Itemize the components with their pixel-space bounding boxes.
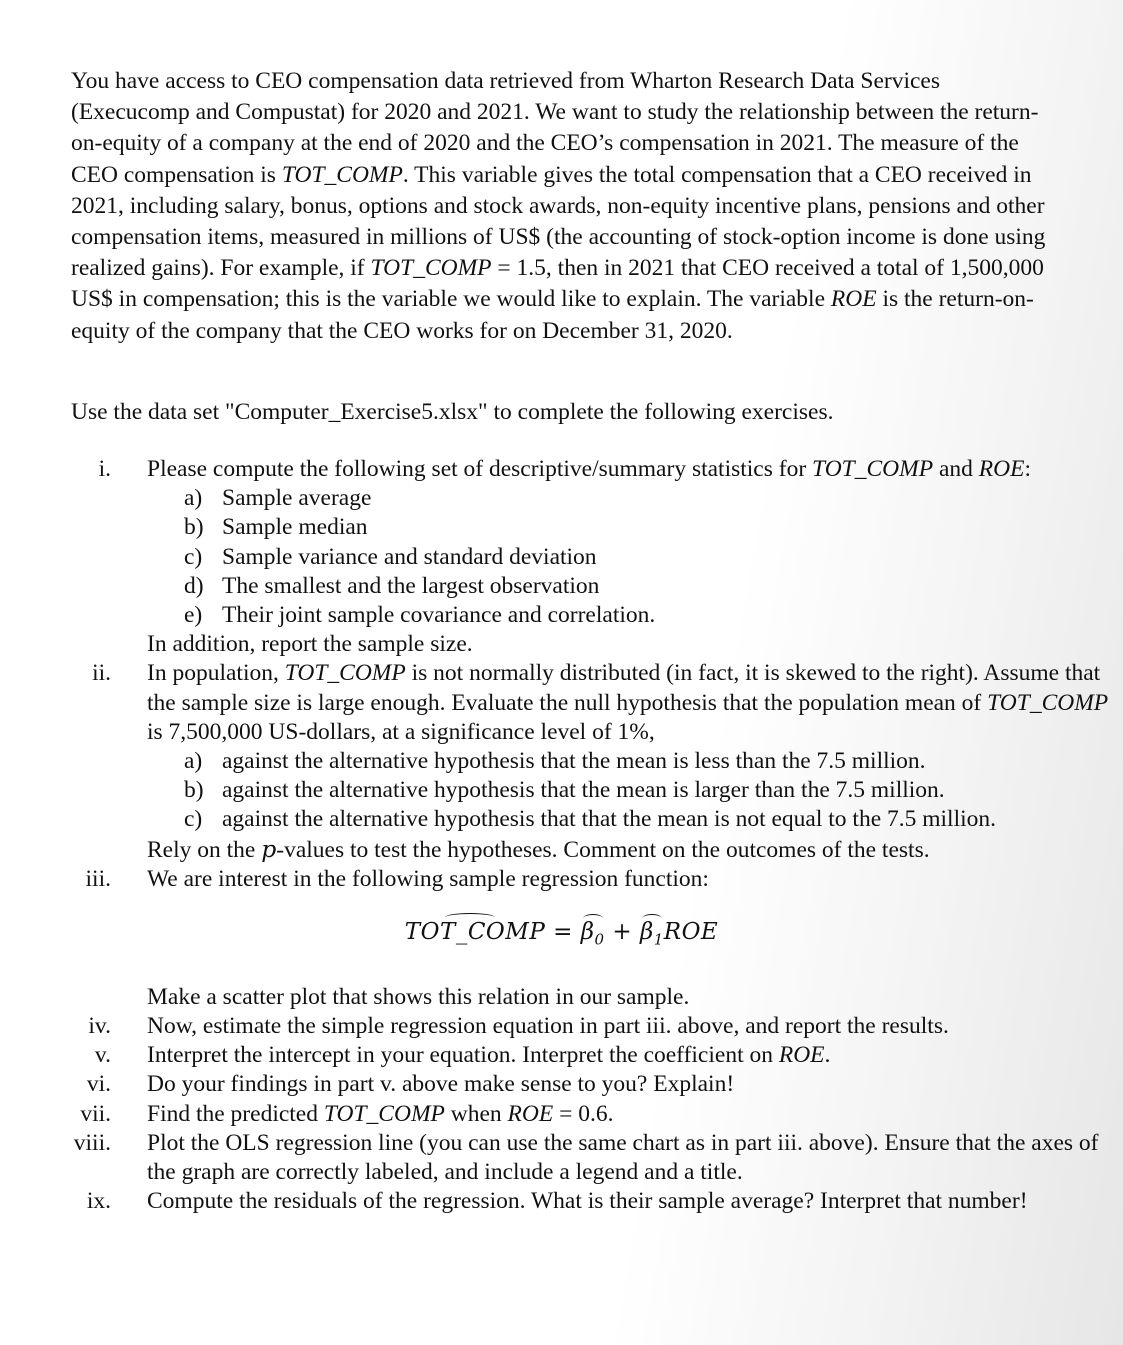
regression-equation [0, 918, 1123, 955]
item-text: Now, estimate the simple regression equation in part iii. above, and report the results. [147, 1013, 949, 1040]
sub-text: The smallest and the largest observation [222, 572, 600, 599]
intro-paragraph [71, 66, 1061, 347]
eq-subscript: 1 [653, 930, 664, 949]
var-roe: ROE [507, 1100, 554, 1127]
item-text: We are interest in the following sample regression function: [147, 865, 709, 892]
item-text-after [147, 835, 1123, 865]
eq-roe: ROE [663, 919, 719, 946]
sub-item [0, 601, 1123, 630]
exercise-item-ix [0, 1187, 1123, 1216]
var-p: p [261, 834, 277, 863]
sub-letter: e) [184, 602, 203, 629]
item-text: Please compute the following set of descriptive/summary statistics for [147, 456, 813, 482]
item-number: vi. [86, 1071, 111, 1098]
eq-equals: = [545, 919, 581, 946]
sub-letter: b) [184, 514, 204, 541]
var-roe: ROE [978, 456, 1025, 482]
item-number: vii. [80, 1100, 111, 1127]
var-roe: ROE [778, 1042, 825, 1069]
exercise-list [0, 455, 1123, 1216]
sub-item [0, 747, 1123, 776]
var-totcomp: TOT_COMP [812, 456, 934, 482]
item-text: = 0.6. [553, 1100, 614, 1127]
sub-letter: d) [184, 572, 204, 599]
eq-beta-symbol: β [580, 919, 595, 946]
item-text: Find the predicted [147, 1100, 324, 1127]
item-text: : [1024, 456, 1031, 482]
item-number: iv. [88, 1013, 111, 1040]
item-number: viii. [73, 1129, 111, 1156]
item-text: Plot the OLS regression line (you can use the same chart as in part iii. above). Ensure that the axes of the graph are correctly labeled, and include a legend and a title. [147, 1129, 1099, 1186]
item-number: ix. [86, 1188, 111, 1215]
item-text: when [444, 1100, 508, 1127]
sub-text: against the alternative hypothesis that the mean is less than the 7.5 million. [222, 748, 926, 775]
sub-text: against the alternative hypothesis that the mean is larger than the 7.5 million. [222, 777, 945, 804]
exercise-item-vii [0, 1100, 1123, 1129]
item-text: Rely on the [147, 836, 262, 863]
item-text: -values to test the hypotheses. Comment on the outcomes of the tests. [276, 836, 930, 863]
var-totcomp: TOT_COMP [987, 689, 1109, 716]
sub-text: Sample variance and standard deviation [222, 543, 597, 570]
var-totcomp: TOT_COMP [281, 161, 403, 188]
eq-subscript: 0 [594, 930, 605, 949]
item-text: and [933, 456, 979, 482]
intro-text-3: = 1.5, then in 2021 that CEO received a total of 1,500,000 US$ in compensation; this is the variable we would like to explain. The variable [71, 255, 1044, 313]
exercise-item-viii [0, 1129, 1123, 1187]
exercise-item-ii [0, 659, 1123, 864]
sub-letter: c) [184, 543, 203, 570]
var-totcomp: TOT_COMP [370, 255, 492, 282]
exercise-item-v [0, 1041, 1123, 1070]
sub-item [0, 543, 1123, 572]
sub-item [0, 776, 1123, 805]
sub-text: Their joint sample covariance and correlation. [222, 602, 656, 629]
item-text: is not normally distributed (in fact, it is skewed to the right). Assume that the sample size is large enough. Evaluate the null hypothesis that the population mean of [147, 660, 1101, 716]
intro-text-2: . This variable gives the total compensation that a CEO received in 2021, including salary, bonus, options and stock awards, non-equity incentive plans, pensions and other compensation items, measured in millions of US$ (the accounting of stock-option income is done using realized gains). For example, if [71, 161, 1046, 282]
sub-text: Sample median [222, 514, 368, 541]
eq-beta0 [581, 918, 605, 955]
sub-item [0, 572, 1123, 601]
intro-text-4: is the return-on-equity of the company that the CEO works for on December 31, 2020. [71, 286, 1034, 344]
exercise-item-iv [0, 1012, 1123, 1041]
item-text: Do your findings in part v. above make sense to you? Explain! [147, 1071, 735, 1098]
sub-letter: c) [184, 806, 203, 833]
sub-item [0, 805, 1123, 834]
eq-lhs: TOT_COMP [405, 918, 546, 947]
item-text: Interpret the intercept in your equation. Interpret the coefficient on [147, 1042, 779, 1069]
item-text: is 7,500,000 US-dollars, at a significance level of 1%, [147, 718, 655, 745]
exercise-item-iii [0, 865, 1123, 1012]
item-number: i. [98, 456, 111, 482]
exercise-item-vi [0, 1070, 1123, 1099]
var-roe: ROE [830, 286, 877, 313]
item-number: iii. [85, 865, 111, 892]
item-text-after: In addition, report the sample size. [147, 631, 473, 658]
item-text: In population, [147, 660, 285, 687]
item-number: v. [94, 1042, 111, 1069]
sub-letter: a) [184, 485, 203, 512]
intro-text-1: You have access to CEO compensation data retrieved from Wharton Research Data Services (Execucomp and Compustat) for 2020 and 2021. We want to study the relationship between the return-on-equity of a company at the end of 2020 and the CEO’s compensation in 2021. The measure of the CEO compensation is [71, 68, 1039, 188]
eq-plus: + [604, 919, 640, 946]
sub-item [0, 513, 1123, 542]
item-text: . [824, 1042, 831, 1069]
sub-letter: b) [184, 777, 204, 804]
exercise-item-i [0, 455, 1123, 659]
item-number: ii. [92, 660, 111, 687]
eq-beta-symbol: β [639, 919, 654, 946]
item-text: Compute the residuals of the regression. What is their sample average? Interpret that number! [147, 1188, 1028, 1215]
item-text-after: Make a scatter plot that shows this relation in our sample. [147, 983, 690, 1010]
sub-text: Sample average [222, 485, 372, 512]
eq-beta1 [640, 918, 664, 955]
sub-text: against the alternative hypothesis that that the mean is not equal to the 7.5 million. [222, 806, 997, 833]
sub-item [0, 484, 1123, 513]
var-totcomp: TOT_COMP [284, 660, 406, 687]
dataset-instruction: Use the data set "Computer_Exercise5.xlsx" to complete the following exercises. [71, 399, 834, 425]
sub-letter: a) [184, 748, 203, 775]
var-totcomp: TOT_COMP [323, 1100, 445, 1127]
